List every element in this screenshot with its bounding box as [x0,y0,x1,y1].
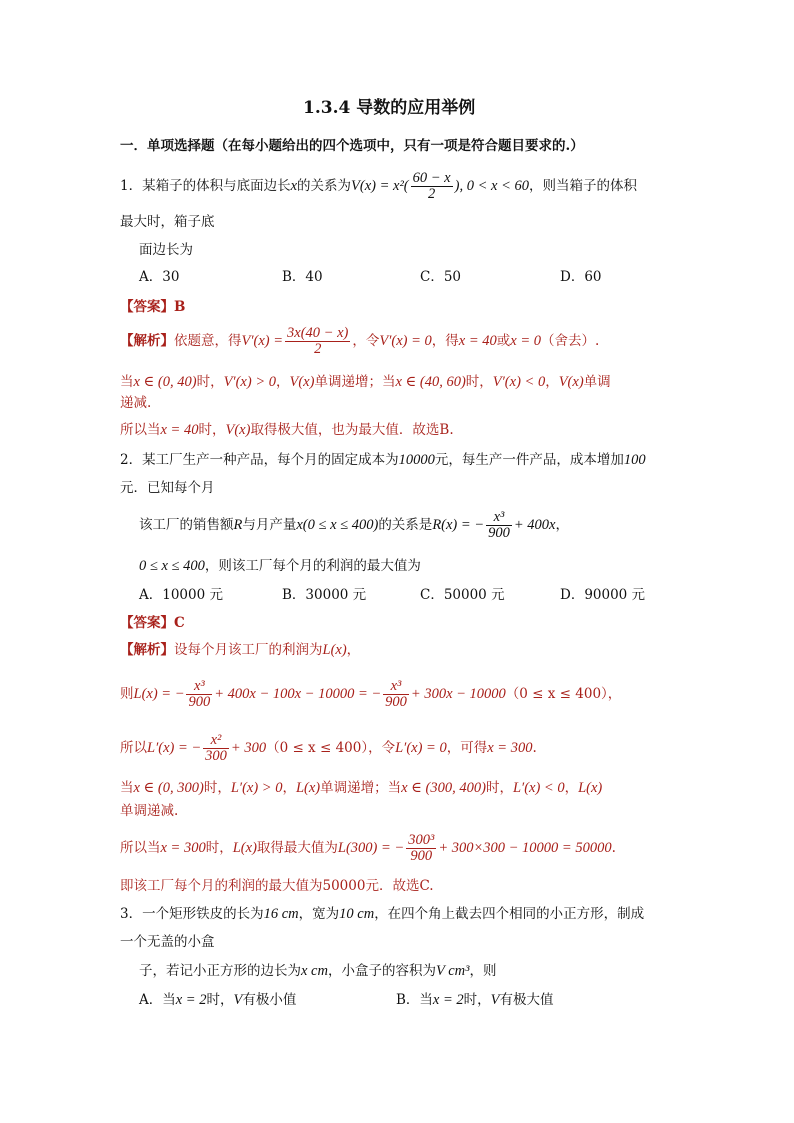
q1-jx-g: 或 [496,333,511,349]
q1-jx-num: 3x(40 − x) [287,325,349,341]
q1-concl-c: 时， [198,422,226,438]
q2-analysis-line1 [120,640,360,660]
q3-stem-c: ，宽为 [298,906,340,922]
q3-optB-a: B．当 [396,992,433,1008]
q2-concl-b: x = 300 [160,840,206,856]
q2-line4-b: ，则该工厂每个月的利润的最大值为 [204,558,421,574]
q3-option-a [139,990,296,1010]
q2-concl-den: 900 [410,848,433,864]
q2-jx-a: 设每个月该工厂的利润为 [174,642,323,658]
q1-formula-num: 60 − x [412,170,451,186]
q2-concl-a: 所以当 [120,840,161,856]
q2-eq1-num1: x³ [186,679,212,695]
q2-line3-fraction [486,510,512,541]
q2-eq1-fraction1 [186,679,212,710]
q2-stem-line4 [139,556,421,576]
q2-line3-den: 900 [488,525,510,541]
q1-formula-den: 2 [428,186,436,202]
q2-eq2-h: . [532,740,537,756]
q2-eq2-e: L′(x) = 0 [395,740,447,756]
q1-concl-b: x = 40 [160,422,199,438]
q2-analysis-label: 【解析】 [120,642,174,658]
q1-option-a: A．30 [139,269,180,285]
q2-concl-e: 取得最大值为 [256,840,338,856]
q2-eq2-g: x = 300 [487,740,533,756]
q2-stem-line2: 元．已知每个月 [120,480,215,496]
q1-formula-post: ) [454,178,460,194]
q3-optA-c: 时， [206,992,234,1008]
q2-eq1-e: （0 ≤ x ≤ 400）， [505,686,622,702]
q2-jx-b: L(x) [322,642,347,658]
q1-mono-a: 当 [120,374,134,390]
q3-stem-line2: 一个无盖的小盒 [120,934,215,950]
q2-eq2-num: x² [203,733,229,749]
q2-eq1-d: + 300x − 10000 [410,686,506,702]
q3-option-b [396,990,554,1010]
q1-mono-j: V′(x) < 0 [492,374,546,390]
q3-optA-e: 有极小值 [242,992,297,1008]
q1-formula-fraction [411,171,453,202]
q3-line3-e: ，则 [469,963,497,979]
q1-mono-line2: 递减. [120,395,152,411]
q1-jx-i: （舍去）. [541,333,600,349]
q3-line3-c: ，小盒子的容积为 [327,963,436,979]
q1-jx-c: V′(x) = 0 [379,333,432,349]
q3-stem-e: ，在四个角上截去四个相同的小正方形，制成 [374,906,645,922]
q2-eq1-num2: x³ [383,679,409,695]
page-title: 1.3.4 导数的应用举例 [303,98,476,118]
q1-jx-d: ，得 [431,333,459,349]
q3-optB-c: 时， [463,992,491,1008]
q2-eq2-d: （0 ≤ x ≤ 400），令 [266,740,396,756]
q2-eq2-fraction [203,733,229,764]
q2-eq2-a: 所以 [120,740,147,756]
q2-stem-b: 元，每生产一件产品，成本增加 [434,452,624,468]
q2-answer: 【答案】C [120,615,185,631]
q2-mono-i: 时， [485,780,513,796]
q2-mono-d: L′(x) > 0 [230,780,283,796]
q2-mono-h: x ∈ (300, 400) [401,780,486,796]
q2-mono-l: L(x) [578,780,603,796]
q1-mono-h: x ∈ (40, 60) [395,374,466,390]
section-heading: 一．单项选择题（在每小题给出的四个选项中，只有一项是符合题目要求的.） [120,138,584,154]
q1-range: , 0 < x < 60 [459,178,529,194]
q2-mono-a: 当 [120,780,134,796]
q2-concl-d: L(x) [232,840,257,856]
q1-mono-i: 时， [465,374,493,390]
q1-jx-e: x = 40 [458,333,497,349]
q2-mono-k: ， [564,780,579,796]
q2-conclusion [120,830,616,866]
q1-concl-e: 取得极大值，也为最大值．故选B. [250,422,454,438]
q1-jx-a: 依题意，得 [174,333,242,349]
q1-mono-l: V(x) [558,374,584,390]
q2-option-d: D．90000 元 [560,587,646,603]
q1-concl-d: V(x) [225,422,251,438]
q2-eq2-c: + 300 [230,740,267,756]
q3-line3-b: x cm [301,963,328,979]
q2-option-c: C．50000 元 [420,587,505,603]
q2-line3-b: 与月产量 [242,517,297,533]
q3-optB-e: 有极大值 [499,992,554,1008]
q2-line3-h: ， [555,517,569,533]
q2-mono-line2: 单调递减. [120,803,179,819]
q3-stem-b: 16 cm [263,906,299,922]
q2-option-a: A．10000 元 [139,587,223,603]
q3-optA-d: V [233,992,243,1008]
q3-stem-line1 [120,904,644,924]
q2-mono-c: 时， [203,780,231,796]
q1-mono-line1 [120,372,611,392]
q2-final: 即该工厂每个月的利润的最大值为50000元．故选C. [120,878,434,894]
q2-eq1-a: 则 [120,686,134,702]
q1-stem-b: 的关系为 [297,178,352,194]
q2-line3-num: x³ [486,510,512,526]
q1-mono-b: x ∈ (0, 40) [133,374,197,390]
q2-stem-a: 2．某工厂生产一种产品，每个月的固定成本为 [120,452,399,468]
q1-mono-m: 单调 [583,374,611,390]
q2-concl-f: L(300) = − [337,840,405,856]
q2-mono-line1 [120,778,602,798]
q2-line4-a: 0 ≤ x ≤ 400 [139,558,205,574]
q3-line3-a: 子，若记小正方形的边长为 [139,963,301,979]
q1-answer: 【答案】B [120,299,186,315]
q1-concl-a: 所以当 [120,422,161,438]
q1-mono-d: V′(x) > 0 [223,374,276,390]
q1-jx-f: V′(x) = [241,333,284,349]
q1-jx-fraction [285,326,350,357]
q2-stem-num1: 10000 [398,452,435,468]
q3-stem-line3 [139,961,496,981]
q2-jx-c: ， [346,642,361,658]
q3-optB-b: x = 2 [432,992,464,1008]
q3-line3-d: V cm³ [435,963,470,979]
q3-optB-d: V [490,992,500,1008]
q2-line3-r: R [233,517,243,533]
q2-mono-b: x ∈ (0, 300) [133,780,204,796]
q2-equation2 [120,730,537,766]
q2-line3-a: 该工厂的销售额 [139,517,234,533]
q1-jx-b: ，令 [352,333,380,349]
q1-stem-line2: 最大时，箱子底 [120,214,215,230]
q1-option-d: D．60 [560,269,602,285]
q2-mono-g: 单调递增；当 [320,780,402,796]
q1-jx-den: 2 [314,341,322,357]
q1-stem [120,170,637,202]
q3-stem-a: 3．一个矩形铁皮的长为 [120,906,264,922]
q1-formula-pre: V(x) = x²( [351,178,409,194]
q2-eq2-den: 300 [205,748,227,764]
q1-jx-h: x = 0 [510,333,542,349]
q2-eq1-c: + 400x − 100x − 10000 = − [214,686,382,702]
q1-mono-e: ， [276,374,290,390]
q2-concl-h: . [611,840,616,856]
q1-mono-g: 单调递增；当 [314,374,396,390]
q2-stem-num2: 100 [623,452,646,468]
q1-mono-c: 时， [196,374,224,390]
q2-eq1-fraction2 [383,679,409,710]
q2-concl-c: 时， [205,840,233,856]
q2-line3-g: + 400x [513,517,556,533]
q2-stem-line1 [120,450,646,470]
q1-mono-f: V(x) [289,374,315,390]
q1-var-x: x [290,178,298,194]
q2-option-b: B．30000 元 [282,587,367,603]
q2-equation1 [120,676,621,712]
q2-line3-c: x(0 ≤ x ≤ 400) [296,517,379,533]
q1-analysis-label: 【解析】 [120,333,174,349]
q2-mono-f: L(x) [295,780,321,796]
q2-eq1-den1: 900 [188,694,211,710]
q2-concl-g: + 300×300 − 10000 = 50000 [438,840,612,856]
q2-mono-j: L′(x) < 0 [512,780,565,796]
q3-optA-b: x = 2 [175,992,207,1008]
q1-conclusion [120,420,454,440]
q1-stem-a: 1．某箱子的体积与底面边长 [120,178,291,194]
q1-option-c: C．50 [420,269,462,285]
q2-line3-f: R(x) = − [432,517,485,533]
q2-concl-num: 300³ [408,832,435,848]
q1-mono-k: ， [545,374,559,390]
q1-option-b: B．40 [282,269,323,285]
q2-mono-e: ， [282,780,296,796]
q2-eq1-b: L(x) = − [133,686,185,702]
q2-line3-d: 的关系是 [378,517,433,533]
q2-eq1-den2: 900 [385,694,407,710]
q2-stem-line3 [139,508,569,542]
q1-stem-c: ，则当箱子的体积 [528,178,637,194]
q1-analysis-line1 [120,324,599,358]
q2-eq2-f: ，可得 [446,740,488,756]
q3-stem-d: 10 cm [339,906,375,922]
q2-concl-fraction [406,833,436,864]
q1-stem-line3: 面边长为 [139,242,193,258]
q3-optA-a: A．当 [139,992,176,1008]
q2-eq2-b: L′(x) = − [147,740,202,756]
